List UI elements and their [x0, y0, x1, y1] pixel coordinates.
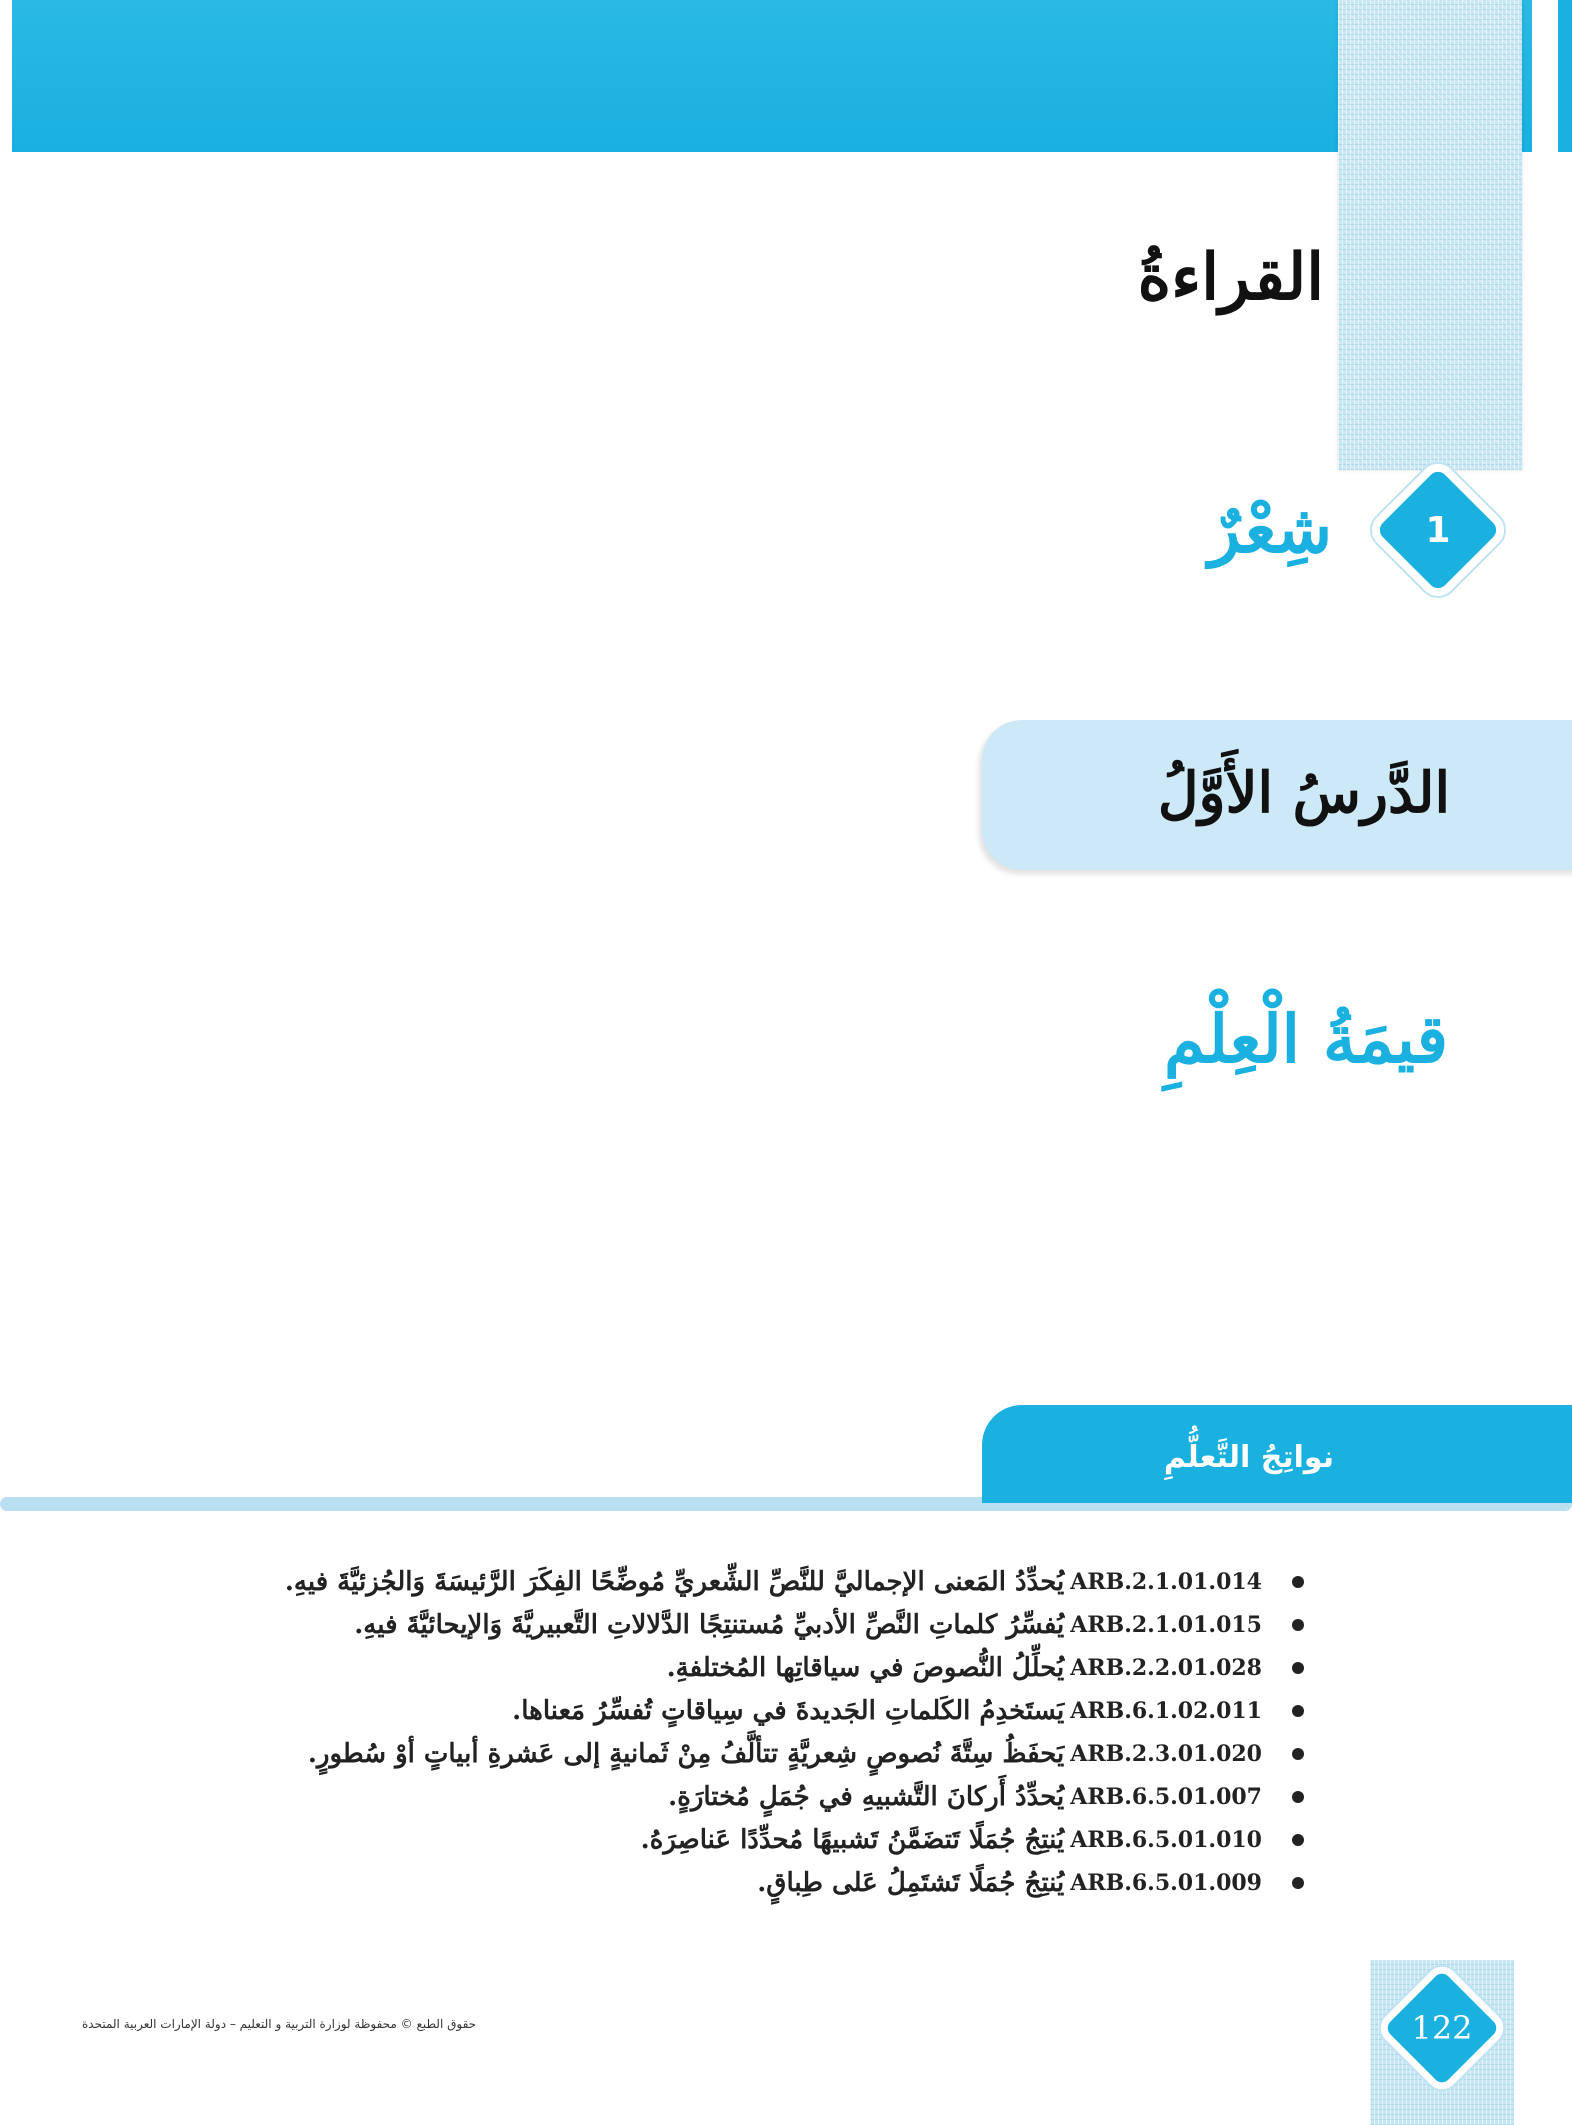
outcome-text: يُنتِجُ جُمَلًا تَتضَمَّنُ تَشبيهًا مُحدِّدًا عَناصِرَهُ.: [640, 1824, 1065, 1855]
outcome-code: ARB.2.2.01.028: [1070, 1654, 1262, 1681]
footer-copyright: حقوق الطبع © محفوظة لوزارة التربية و التعليم – دولة الإمارات العربية المتحدة: [82, 2017, 477, 2031]
lesson-label: الدَّرسُ الأَوَّلُ: [1157, 760, 1450, 826]
outcome-text: يُحدِّدُ أَركانَ التَّشبيهِ في جُمَلٍ مُختارَةٍ.: [668, 1781, 1065, 1812]
outcome-code: ARB.2.3.01.020: [1070, 1740, 1262, 1767]
bullet-icon: [1292, 1748, 1304, 1760]
outcome-code: ARB.2.1.01.015: [1070, 1611, 1262, 1638]
lesson-name: قيمَةُ الْعِلْمِ: [1163, 1000, 1448, 1078]
outcome-text: يَحفَظُ سِتَّةَ نُصوصٍ شِعريَّةٍ تتألَّفُ مِنْ ثَمانيةٍ إلى عَشرةِ أبياتٍ أوْ سُطورٍ.: [307, 1738, 1065, 1769]
unit-number: 1: [1425, 509, 1451, 551]
bullet-icon: [1292, 1705, 1304, 1717]
bullet-icon: [1292, 1834, 1304, 1846]
outcome-item: [304, 1861, 1304, 1904]
bullet-icon: [1292, 1791, 1304, 1803]
outcomes-list: [284, 1560, 1304, 1904]
outcome-item: [304, 1775, 1304, 1818]
unit-badge: [1360, 452, 1516, 608]
outcome-text: يُفسِّرُ كلماتِ النَّصِّ الأدبيِّ مُستنتِجًا الدَّلالاتِ التَّعبيريَّةَ وَالإيحائيَّةَ فيهِ.: [354, 1609, 1065, 1640]
bullet-icon: [1292, 1877, 1304, 1889]
outcome-text: يُحلِّلُ النُّصوصَ في سياقاتِها المُختلفةِ.: [666, 1652, 1065, 1683]
bullet-icon: [1292, 1576, 1304, 1588]
side-pattern-strip: [1338, 0, 1522, 470]
top-banner: [12, 0, 1532, 152]
outcome-text: يُحدِّدُ المَعنى الإجماليَّ للنَّصِّ الشِّعريِّ مُوضِّحًا الفِكَرَ الرَّئيسَةَ وَالجُزئيَّةَ فيهِ.: [284, 1566, 1065, 1597]
outcome-item: [304, 1732, 1304, 1775]
outcome-item: [304, 1818, 1304, 1861]
top-banner-edge: [1558, 0, 1572, 152]
outcome-item: [304, 1603, 1304, 1646]
outcome-text: يُنتِجُ جُمَلًا تَشتَمِلُ عَلى طِباقٍ.: [757, 1867, 1065, 1898]
page-number: 122: [1411, 2009, 1473, 2047]
outcome-item: [304, 1689, 1304, 1732]
bullet-icon: [1292, 1619, 1304, 1631]
section-title: القراءةُ: [1137, 240, 1324, 315]
outcome-item: [304, 1646, 1304, 1689]
outcome-code: ARB.6.1.02.011: [1070, 1697, 1262, 1724]
outcome-code: ARB.6.5.01.009: [1070, 1869, 1262, 1896]
outcome-code: ARB.2.1.01.014: [1070, 1568, 1262, 1595]
page-badge: [1372, 1958, 1512, 2098]
outcomes-heading: نواتِجُ التَّعلُّمِ: [1163, 1440, 1334, 1475]
outcome-item: [284, 1560, 1304, 1603]
outcome-code: ARB.6.5.01.007: [1070, 1783, 1262, 1810]
unit-title: شِعْرٌ: [1208, 490, 1332, 568]
outcome-text: يَستَخدِمُ الكَلماتِ الجَديدةَ في سِياقاتٍ تُفسِّرُ مَعناها.: [512, 1695, 1065, 1726]
bullet-icon: [1292, 1662, 1304, 1674]
outcome-code: ARB.6.5.01.010: [1070, 1826, 1262, 1853]
